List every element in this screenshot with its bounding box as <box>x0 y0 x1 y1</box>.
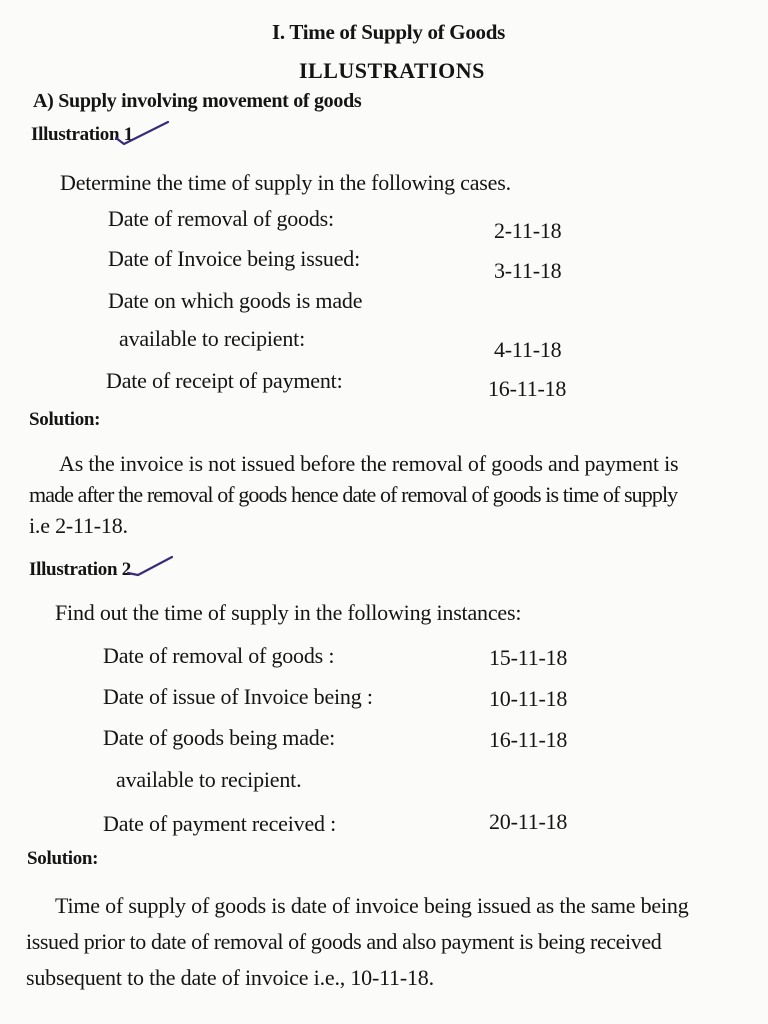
row-value: 20-11-18 <box>489 809 568 834</box>
row-label: available to recipient: <box>119 326 305 351</box>
row-label: Date on which goods is made <box>108 288 363 313</box>
solution-1-heading: Solution: <box>29 409 101 430</box>
check-mark-icon <box>124 553 176 579</box>
row-value: 16-11-18 <box>488 376 567 401</box>
subsection-title: A) Supply involving movement of goods <box>33 90 362 112</box>
solution-2-heading: Solution: <box>27 848 99 869</box>
illustration-1-heading: Illustration 1 <box>31 124 133 145</box>
solution-2-text <box>26 888 736 996</box>
section-title: ILLUSTRATIONS <box>299 58 485 83</box>
row-label: Date of removal of goods : <box>103 643 335 668</box>
solution-line: As the invoice is not issued before the removal of goods and payment is <box>59 451 679 476</box>
row-label: Date of removal of goods: <box>108 206 334 231</box>
illustration-2-prompt: Find out the time of supply in the following instances: <box>55 600 522 625</box>
chapter-title: I. Time of Supply of Goods <box>272 20 505 44</box>
row-value: 2-11-18 <box>494 218 562 243</box>
row-value: 15-11-18 <box>489 645 568 670</box>
check-mark-icon <box>112 118 172 146</box>
row-label: Date of issue of Invoice being : <box>103 684 373 709</box>
row-label: Date of Invoice being issued: <box>108 246 361 271</box>
row-label: Date of goods being made: <box>103 725 336 750</box>
row-value: 16-11-18 <box>489 727 568 752</box>
solution-line: Time of supply of goods is date of invoice being issued as the same being <box>55 893 689 918</box>
row-value: 10-11-18 <box>489 686 568 711</box>
solution-line: subsequent to the date of invoice i.e., 10-11-18. <box>26 965 434 990</box>
illustration-1-prompt: Determine the time of supply in the following cases. <box>60 170 511 195</box>
row-label: available to recipient. <box>116 767 302 792</box>
solution-line: i.e 2-11-18. <box>29 513 128 538</box>
row-value: 3-11-18 <box>494 258 562 283</box>
row-label: Date of receipt of payment: <box>106 368 343 393</box>
row-value: 4-11-18 <box>494 337 562 362</box>
solution-1-text <box>29 448 729 541</box>
illustration-2-heading: Illustration 2 <box>29 559 131 580</box>
solution-line: issued prior to date of removal of goods and also payment is being received <box>26 929 662 954</box>
solution-line: made after the removal of goods hence date of removal of goods is time of supply <box>29 482 678 507</box>
row-label: Date of payment received : <box>103 811 337 836</box>
